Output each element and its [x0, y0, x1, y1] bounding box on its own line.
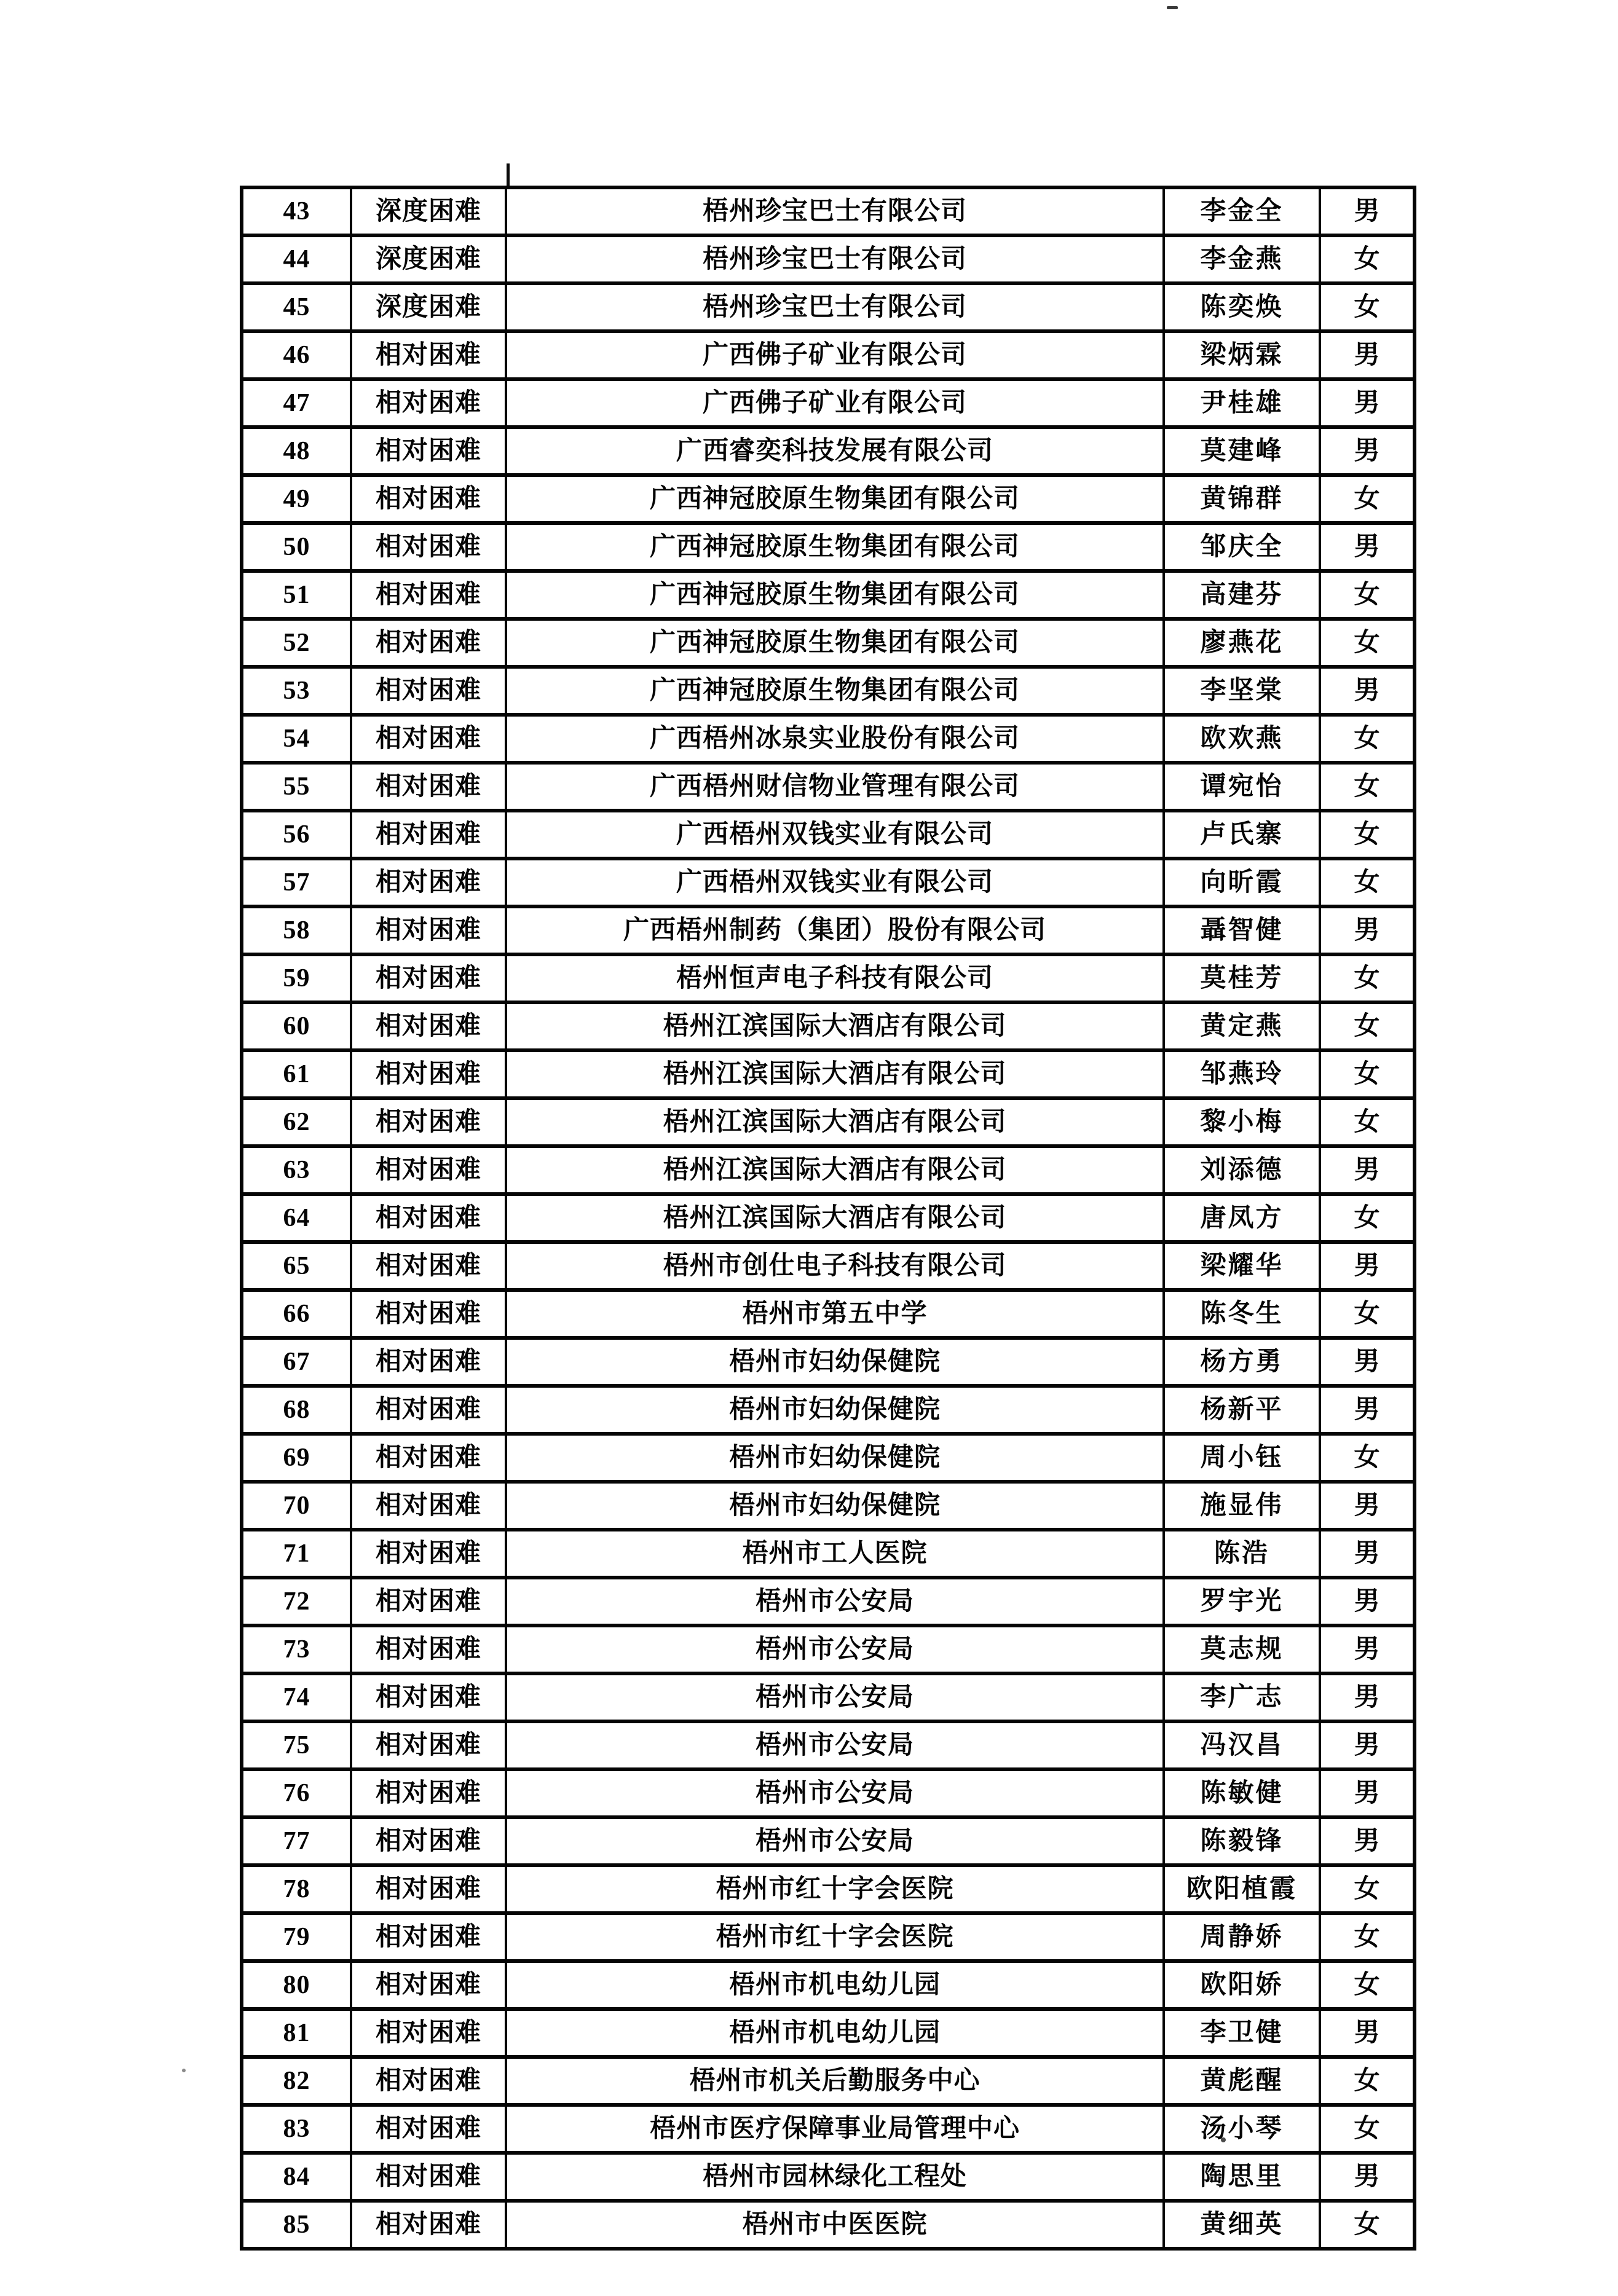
difficulty-category-cell: 相对困难	[351, 379, 506, 427]
difficulty-category-cell: 相对困难	[351, 1098, 506, 1146]
difficulty-category-cell: 相对困难	[351, 1290, 506, 1338]
gender-cell: 女	[1320, 619, 1415, 667]
table-row	[242, 1961, 1415, 2009]
gender-cell: 男	[1320, 1626, 1415, 1673]
gender-cell: 男	[1320, 1721, 1415, 1769]
person-name-cell: 尹桂雄	[1164, 379, 1320, 427]
table-row	[242, 619, 1415, 667]
difficulty-category-cell: 深度困难	[351, 235, 506, 283]
employer-name-cell: 梧州市中医医院	[506, 2201, 1164, 2249]
gender-cell: 女	[1320, 1865, 1415, 1913]
gender-cell: 女	[1320, 1194, 1415, 1242]
difficulty-category-cell: 相对困难	[351, 1578, 506, 1626]
person-name-cell: 黄定燕	[1164, 1002, 1320, 1050]
row-number-cell: 82	[242, 2057, 351, 2105]
difficulty-category-cell: 相对困难	[351, 1434, 506, 1482]
difficulty-category-cell: 相对困难	[351, 1002, 506, 1050]
row-number-cell: 68	[242, 1386, 351, 1434]
employer-name-cell: 梧州恒声电子科技有限公司	[506, 954, 1164, 1002]
difficulty-category-cell: 相对困难	[351, 2009, 506, 2057]
row-number-cell: 43	[242, 187, 351, 235]
row-number-cell: 76	[242, 1769, 351, 1817]
person-name-cell: 李金燕	[1164, 235, 1320, 283]
difficulty-category-cell: 相对困难	[351, 1769, 506, 1817]
row-number-cell: 72	[242, 1578, 351, 1626]
table-row	[242, 954, 1415, 1002]
row-number-cell: 54	[242, 715, 351, 763]
employer-name-cell: 广西梧州制药（集团）股份有限公司	[506, 906, 1164, 954]
person-name-cell: 莫建峰	[1164, 427, 1320, 475]
row-number-cell: 53	[242, 667, 351, 715]
difficulty-category-cell: 相对困难	[351, 1482, 506, 1530]
row-number-cell: 78	[242, 1865, 351, 1913]
table-row	[242, 1434, 1415, 1482]
row-number-cell: 85	[242, 2201, 351, 2249]
difficulty-category-cell: 相对困难	[351, 715, 506, 763]
person-name-cell: 莫桂芳	[1164, 954, 1320, 1002]
difficulty-category-cell: 相对困难	[351, 667, 506, 715]
gender-cell: 女	[1320, 859, 1415, 906]
person-name-cell: 刘添德	[1164, 1146, 1320, 1194]
employer-name-cell: 梧州市红十字会医院	[506, 1913, 1164, 1961]
gender-cell: 女	[1320, 235, 1415, 283]
row-number-cell: 65	[242, 1242, 351, 1290]
row-number-cell: 59	[242, 954, 351, 1002]
person-name-cell: 汤小琴	[1164, 2105, 1320, 2153]
person-name-cell: 陶思里	[1164, 2153, 1320, 2201]
table-row	[242, 715, 1415, 763]
difficulty-category-cell: 相对困难	[351, 1721, 506, 1769]
difficulty-category-cell: 相对困难	[351, 1626, 506, 1673]
table-row	[242, 1290, 1415, 1338]
table-row	[242, 1050, 1415, 1098]
difficulty-category-cell: 相对困难	[351, 2153, 506, 2201]
gender-cell: 男	[1320, 1386, 1415, 1434]
row-number-cell: 70	[242, 1482, 351, 1530]
difficulty-category-cell: 相对困难	[351, 1961, 506, 2009]
gender-cell: 男	[1320, 1817, 1415, 1865]
row-number-cell: 66	[242, 1290, 351, 1338]
employer-name-cell: 梧州珍宝巴士有限公司	[506, 283, 1164, 331]
table-row	[242, 859, 1415, 906]
difficulty-category-cell: 相对困难	[351, 954, 506, 1002]
difficulty-category-cell: 相对困难	[351, 475, 506, 523]
row-number-cell: 55	[242, 763, 351, 811]
person-name-cell: 陈敏健	[1164, 1769, 1320, 1817]
person-name-cell: 周静娇	[1164, 1913, 1320, 1961]
person-name-cell: 梁耀华	[1164, 1242, 1320, 1290]
row-number-cell: 75	[242, 1721, 351, 1769]
employer-name-cell: 梧州市妇幼保健院	[506, 1434, 1164, 1482]
gender-cell: 女	[1320, 2057, 1415, 2105]
gender-cell: 男	[1320, 2153, 1415, 2201]
table-row	[242, 2201, 1415, 2249]
row-number-cell: 44	[242, 235, 351, 283]
table-row	[242, 667, 1415, 715]
person-name-cell: 杨方勇	[1164, 1338, 1320, 1386]
row-number-cell: 83	[242, 2105, 351, 2153]
hardship-roster-table	[240, 186, 1416, 2251]
employer-name-cell: 梧州市公安局	[506, 1721, 1164, 1769]
person-name-cell: 黄细英	[1164, 2201, 1320, 2249]
difficulty-category-cell: 相对困难	[351, 1530, 506, 1578]
employer-name-cell: 梧州市公安局	[506, 1626, 1164, 1673]
employer-name-cell: 梧州市公安局	[506, 1673, 1164, 1721]
difficulty-category-cell: 相对困难	[351, 1865, 506, 1913]
row-number-cell: 73	[242, 1626, 351, 1673]
row-number-cell: 67	[242, 1338, 351, 1386]
row-number-cell: 49	[242, 475, 351, 523]
employer-name-cell: 梧州市第五中学	[506, 1290, 1164, 1338]
difficulty-category-cell: 相对困难	[351, 763, 506, 811]
gender-cell: 女	[1320, 1050, 1415, 1098]
gender-cell: 女	[1320, 2105, 1415, 2153]
table-row	[242, 1721, 1415, 1769]
table-row	[242, 1386, 1415, 1434]
employer-name-cell: 广西神冠胶原生物集团有限公司	[506, 667, 1164, 715]
employer-name-cell: 梧州市园林绿化工程处	[506, 2153, 1164, 2201]
row-number-cell: 84	[242, 2153, 351, 2201]
table-row	[242, 1530, 1415, 1578]
employer-name-cell: 梧州市医疗保障事业局管理中心	[506, 2105, 1164, 2153]
person-name-cell: 谭宛怡	[1164, 763, 1320, 811]
table-row	[242, 187, 1415, 235]
employer-name-cell: 梧州市红十字会医院	[506, 1865, 1164, 1913]
difficulty-category-cell: 相对困难	[351, 2201, 506, 2249]
table-row	[242, 1146, 1415, 1194]
gender-cell: 女	[1320, 811, 1415, 859]
gender-cell: 女	[1320, 954, 1415, 1002]
difficulty-category-cell: 相对困难	[351, 1050, 506, 1098]
employer-name-cell: 梧州江滨国际大酒店有限公司	[506, 1194, 1164, 1242]
row-number-cell: 52	[242, 619, 351, 667]
difficulty-category-cell: 相对困难	[351, 1386, 506, 1434]
gender-cell: 女	[1320, 1961, 1415, 2009]
employer-name-cell: 广西梧州双钱实业有限公司	[506, 811, 1164, 859]
person-name-cell: 陈冬生	[1164, 1290, 1320, 1338]
person-name-cell: 邹庆全	[1164, 523, 1320, 571]
employer-name-cell: 梧州市妇幼保健院	[506, 1338, 1164, 1386]
employer-name-cell: 梧州珍宝巴士有限公司	[506, 235, 1164, 283]
difficulty-category-cell: 相对困难	[351, 2057, 506, 2105]
table-row	[242, 1098, 1415, 1146]
difficulty-category-cell: 相对困难	[351, 331, 506, 379]
person-name-cell: 李广志	[1164, 1673, 1320, 1721]
table-row	[242, 2153, 1415, 2201]
gender-cell: 男	[1320, 1482, 1415, 1530]
row-number-cell: 50	[242, 523, 351, 571]
row-number-cell: 69	[242, 1434, 351, 1482]
gender-cell: 男	[1320, 523, 1415, 571]
table-row	[242, 1673, 1415, 1721]
table-row	[242, 1769, 1415, 1817]
employer-name-cell: 梧州市妇幼保健院	[506, 1386, 1164, 1434]
employer-name-cell: 广西佛子矿业有限公司	[506, 379, 1164, 427]
gender-cell: 女	[1320, 571, 1415, 619]
employer-name-cell: 梧州市公安局	[506, 1817, 1164, 1865]
row-number-cell: 79	[242, 1913, 351, 1961]
difficulty-category-cell: 相对困难	[351, 1146, 506, 1194]
row-number-cell: 57	[242, 859, 351, 906]
employer-name-cell: 梧州珍宝巴士有限公司	[506, 187, 1164, 235]
employer-name-cell: 梧州江滨国际大酒店有限公司	[506, 1098, 1164, 1146]
roster-table-body	[242, 187, 1415, 2249]
person-name-cell: 黄锦群	[1164, 475, 1320, 523]
employer-name-cell: 广西神冠胶原生物集团有限公司	[506, 523, 1164, 571]
gender-cell: 女	[1320, 1290, 1415, 1338]
table-row	[242, 2105, 1415, 2153]
person-name-cell: 李卫健	[1164, 2009, 1320, 2057]
employer-name-cell: 梧州市机电幼儿园	[506, 2009, 1164, 2057]
table-row	[242, 379, 1415, 427]
person-name-cell: 莫志规	[1164, 1626, 1320, 1673]
person-name-cell: 陈毅锋	[1164, 1817, 1320, 1865]
difficulty-category-cell: 相对困难	[351, 1913, 506, 1961]
employer-name-cell: 梧州江滨国际大酒店有限公司	[506, 1002, 1164, 1050]
person-name-cell: 杨新平	[1164, 1386, 1320, 1434]
gender-cell: 女	[1320, 763, 1415, 811]
row-number-cell: 48	[242, 427, 351, 475]
difficulty-category-cell: 相对困难	[351, 859, 506, 906]
gender-cell: 女	[1320, 475, 1415, 523]
row-number-cell: 62	[242, 1098, 351, 1146]
row-number-cell: 51	[242, 571, 351, 619]
difficulty-category-cell: 相对困难	[351, 906, 506, 954]
table-row	[242, 1482, 1415, 1530]
difficulty-category-cell: 相对困难	[351, 571, 506, 619]
table-row	[242, 235, 1415, 283]
person-name-cell: 邹燕玲	[1164, 1050, 1320, 1098]
difficulty-category-cell: 相对困难	[351, 619, 506, 667]
gender-cell: 女	[1320, 715, 1415, 763]
gender-cell: 女	[1320, 283, 1415, 331]
person-name-cell: 向昕霞	[1164, 859, 1320, 906]
person-name-cell: 唐凤方	[1164, 1194, 1320, 1242]
gender-cell: 男	[1320, 379, 1415, 427]
person-name-cell: 聶智健	[1164, 906, 1320, 954]
difficulty-category-cell: 相对困难	[351, 427, 506, 475]
table-row	[242, 2057, 1415, 2105]
table-row	[242, 1002, 1415, 1050]
table-row	[242, 331, 1415, 379]
person-name-cell: 罗宇光	[1164, 1578, 1320, 1626]
employer-name-cell: 广西梧州冰泉实业股份有限公司	[506, 715, 1164, 763]
person-name-cell: 廖燕花	[1164, 619, 1320, 667]
person-name-cell: 施显伟	[1164, 1482, 1320, 1530]
row-number-cell: 58	[242, 906, 351, 954]
row-number-cell: 63	[242, 1146, 351, 1194]
gender-cell: 男	[1320, 667, 1415, 715]
table-row	[242, 283, 1415, 331]
difficulty-category-cell: 相对困难	[351, 2105, 506, 2153]
scan-artifact-dash	[1167, 6, 1178, 9]
employer-name-cell: 广西梧州财信物业管理有限公司	[506, 763, 1164, 811]
person-name-cell: 周小钰	[1164, 1434, 1320, 1482]
employer-name-cell: 广西神冠胶原生物集团有限公司	[506, 619, 1164, 667]
person-name-cell: 李坚棠	[1164, 667, 1320, 715]
difficulty-category-cell: 相对困难	[351, 1194, 506, 1242]
gender-cell: 男	[1320, 1242, 1415, 1290]
gender-cell: 男	[1320, 187, 1415, 235]
table-row	[242, 571, 1415, 619]
employer-name-cell: 广西梧州双钱实业有限公司	[506, 859, 1164, 906]
employer-name-cell: 梧州市创仕电子科技有限公司	[506, 1242, 1164, 1290]
table-row	[242, 427, 1415, 475]
difficulty-category-cell: 相对困难	[351, 1338, 506, 1386]
gender-cell: 男	[1320, 1530, 1415, 1578]
employer-name-cell: 梧州市公安局	[506, 1578, 1164, 1626]
employer-name-cell: 梧州市妇幼保健院	[506, 1482, 1164, 1530]
gender-cell: 男	[1320, 906, 1415, 954]
person-name-cell: 陈浩	[1164, 1530, 1320, 1578]
row-number-cell: 64	[242, 1194, 351, 1242]
table-row	[242, 1626, 1415, 1673]
person-name-cell: 高建芬	[1164, 571, 1320, 619]
row-number-cell: 74	[242, 1673, 351, 1721]
gender-cell: 女	[1320, 2201, 1415, 2249]
row-number-cell: 80	[242, 1961, 351, 2009]
table-row	[242, 1913, 1415, 1961]
table-row	[242, 1242, 1415, 1290]
row-number-cell: 77	[242, 1817, 351, 1865]
scan-artifact-dot	[182, 2069, 186, 2072]
difficulty-category-cell: 相对困难	[351, 811, 506, 859]
difficulty-category-cell: 深度困难	[351, 187, 506, 235]
table-row	[242, 475, 1415, 523]
difficulty-category-cell: 相对困难	[351, 523, 506, 571]
table-row	[242, 906, 1415, 954]
employer-name-cell: 梧州江滨国际大酒店有限公司	[506, 1050, 1164, 1098]
difficulty-category-cell: 深度困难	[351, 283, 506, 331]
table-row	[242, 1338, 1415, 1386]
gender-cell: 男	[1320, 2009, 1415, 2057]
difficulty-category-cell: 相对困难	[351, 1242, 506, 1290]
row-number-cell: 47	[242, 379, 351, 427]
row-number-cell: 71	[242, 1530, 351, 1578]
person-name-cell: 黎小梅	[1164, 1098, 1320, 1146]
table-row	[242, 1865, 1415, 1913]
employer-name-cell: 梧州市机电幼儿园	[506, 1961, 1164, 2009]
gender-cell: 女	[1320, 1002, 1415, 1050]
gender-cell: 男	[1320, 1673, 1415, 1721]
employer-name-cell: 广西神冠胶原生物集团有限公司	[506, 571, 1164, 619]
person-name-cell: 黄彪醒	[1164, 2057, 1320, 2105]
person-name-cell: 梁炳霖	[1164, 331, 1320, 379]
person-name-cell: 陈奕焕	[1164, 283, 1320, 331]
gender-cell: 女	[1320, 1913, 1415, 1961]
table-row	[242, 523, 1415, 571]
gender-cell: 男	[1320, 331, 1415, 379]
gender-cell: 男	[1320, 427, 1415, 475]
row-number-cell: 56	[242, 811, 351, 859]
employer-name-cell: 梧州江滨国际大酒店有限公司	[506, 1146, 1164, 1194]
row-number-cell: 45	[242, 283, 351, 331]
scan-artifact-line-stub	[507, 163, 510, 188]
table-row	[242, 2009, 1415, 2057]
difficulty-category-cell: 相对困难	[351, 1817, 506, 1865]
person-name-cell: 欧欢燕	[1164, 715, 1320, 763]
employer-name-cell: 梧州市工人医院	[506, 1530, 1164, 1578]
table-row	[242, 1194, 1415, 1242]
row-number-cell: 60	[242, 1002, 351, 1050]
row-number-cell: 61	[242, 1050, 351, 1098]
row-number-cell: 46	[242, 331, 351, 379]
gender-cell: 男	[1320, 1146, 1415, 1194]
person-name-cell: 卢氏寨	[1164, 811, 1320, 859]
gender-cell: 男	[1320, 1769, 1415, 1817]
gender-cell: 女	[1320, 1098, 1415, 1146]
person-name-cell: 冯汉昌	[1164, 1721, 1320, 1769]
table-row	[242, 1817, 1415, 1865]
table-row	[242, 811, 1415, 859]
employer-name-cell: 梧州市公安局	[506, 1769, 1164, 1817]
gender-cell: 男	[1320, 1578, 1415, 1626]
employer-name-cell: 广西神冠胶原生物集团有限公司	[506, 475, 1164, 523]
row-number-cell: 81	[242, 2009, 351, 2057]
gender-cell: 女	[1320, 1434, 1415, 1482]
difficulty-category-cell: 相对困难	[351, 1673, 506, 1721]
person-name-cell: 李金全	[1164, 187, 1320, 235]
employer-name-cell: 广西睿奕科技发展有限公司	[506, 427, 1164, 475]
employer-name-cell: 梧州市机关后勤服务中心	[506, 2057, 1164, 2105]
gender-cell: 男	[1320, 1338, 1415, 1386]
person-name-cell: 欧阳植霞	[1164, 1865, 1320, 1913]
table-row	[242, 1578, 1415, 1626]
table-row	[242, 763, 1415, 811]
employer-name-cell: 广西佛子矿业有限公司	[506, 331, 1164, 379]
person-name-cell: 欧阳娇	[1164, 1961, 1320, 2009]
